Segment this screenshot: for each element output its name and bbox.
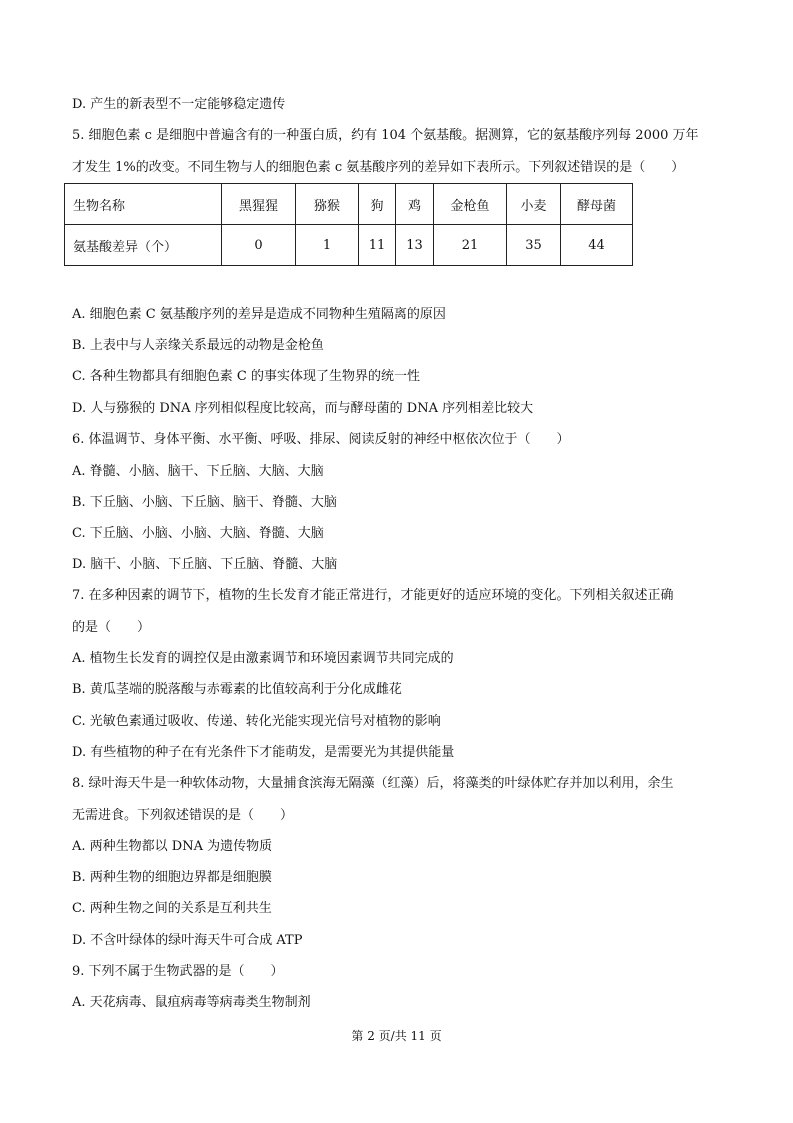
q6-option-a: A. 脊髓、小脑、脑干、下丘脑、大脑、大脑 bbox=[72, 464, 324, 479]
table-cell: 11 bbox=[359, 225, 396, 266]
q9-stem: 9. 下列不属于生物武器的是（ ） bbox=[72, 964, 284, 979]
table-cell: 1 bbox=[296, 225, 359, 266]
q8-option-a: A. 两种生物都以 DNA 为遗传物质 bbox=[72, 839, 273, 854]
q6-option-d: D. 脑干、小脑、下丘脑、下丘脑、脊髓、大脑 bbox=[72, 557, 338, 572]
q7-option-c: C. 光敏色素通过吸收、传递、转化光能实现光信号对植物的影响 bbox=[72, 714, 441, 729]
table-header-row bbox=[65, 184, 633, 225]
q4-option-d: D. 产生的新表型不一定能够稳定遗传 bbox=[72, 97, 286, 112]
q8-stem-line1: 8. 绿叶海天牛是一种软体动物，大量捕食滨海无隔藻（红藻）后，将藻类的叶绿体贮存并加以利用，余生 bbox=[72, 776, 674, 791]
table-cell: 21 bbox=[434, 225, 507, 266]
table-cell: 黑猩猩 bbox=[222, 184, 296, 225]
table-cell: 金枪鱼 bbox=[434, 184, 507, 225]
q7-option-d: D. 有些植物的种子在有光条件下才能萌发，是需要光为其提供能量 bbox=[72, 745, 455, 760]
page-number-footer: 第 2 页/共 11 页 bbox=[351, 1029, 442, 1043]
table-cell: 生物名称 bbox=[65, 184, 222, 225]
table-cell: 猕猴 bbox=[296, 184, 359, 225]
q7-option-a: A. 植物生长发育的调控仅是由激素调节和环境因素调节共同完成的 bbox=[72, 651, 454, 666]
table-cell: 13 bbox=[396, 225, 434, 266]
q5-option-d: D. 人与猕猴的 DNA 序列相似程度比较高，而与酵母菌的 DNA 序列相差比较大 bbox=[72, 401, 534, 416]
table-cell: 狗 bbox=[359, 184, 396, 225]
q5-option-c: C. 各种生物都具有细胞色素 C 的事实体现了生物界的统一性 bbox=[72, 369, 420, 384]
q5-stem-line2: 才发生 1%的改变。不同生物与人的细胞色素 c 氨基酸序列的差异如下表所示。下列叙述错误的是（ ） bbox=[72, 160, 685, 175]
table-cell: 35 bbox=[507, 225, 561, 266]
q6-option-c: C. 下丘脑、小脑、小脑、大脑、脊髓、大脑 bbox=[72, 526, 324, 541]
table-row bbox=[65, 225, 633, 266]
table-cell: 酵母菌 bbox=[561, 184, 633, 225]
q8-stem-line2: 无需进食。下列叙述错误的是（ ） bbox=[72, 808, 294, 823]
q7-stem-line2: 的是（ ） bbox=[72, 620, 151, 635]
q8-option-b: B. 两种生物的细胞边界都是细胞膜 bbox=[72, 870, 272, 885]
table-cell: 鸡 bbox=[396, 184, 434, 225]
q9-option-a: A. 天花病毒、鼠疽病毒等病毒类生物制剂 bbox=[72, 995, 311, 1010]
amino-acid-difference-table bbox=[64, 183, 633, 266]
table-cell: 0 bbox=[222, 225, 296, 266]
q5-stem-line1: 5. 细胞色素 c 是细胞中普遍含有的一种蛋白质，约有 104 个氨基酸。据测算，它的氨基酸序列每 2000 万年 bbox=[72, 128, 699, 143]
q5-option-b: B. 上表中与人亲缘关系最远的动物是金枪鱼 bbox=[72, 338, 324, 353]
q7-option-b: B. 黄瓜茎端的脱落酸与赤霉素的比值较高利于分化成雌花 bbox=[72, 682, 402, 697]
q6-stem: 6. 体温调节、身体平衡、水平衡、呼吸、排尿、阅读反射的神经中枢依次位于（ ） bbox=[72, 432, 570, 447]
table-cell: 44 bbox=[561, 225, 633, 266]
q8-option-d: D. 不含叶绿体的绿叶海天牛可合成 ATP bbox=[72, 933, 303, 948]
table-cell: 小麦 bbox=[507, 184, 561, 225]
q5-option-a: A. 细胞色素 C 氨基酸序列的差异是造成不同物种生殖隔离的原因 bbox=[72, 307, 446, 322]
q8-option-c: C. 两种生物之间的关系是互利共生 bbox=[72, 901, 272, 916]
q7-stem-line1: 7. 在多种因素的调节下，植物的生长发育才能正常进行，才能更好的适应环境的变化。下列相关叙述正确 bbox=[72, 588, 674, 603]
q6-option-b: B. 下丘脑、小脑、下丘脑、脑干、脊髓、大脑 bbox=[72, 495, 337, 510]
table-cell: 氨基酸差异（个） bbox=[65, 225, 222, 266]
